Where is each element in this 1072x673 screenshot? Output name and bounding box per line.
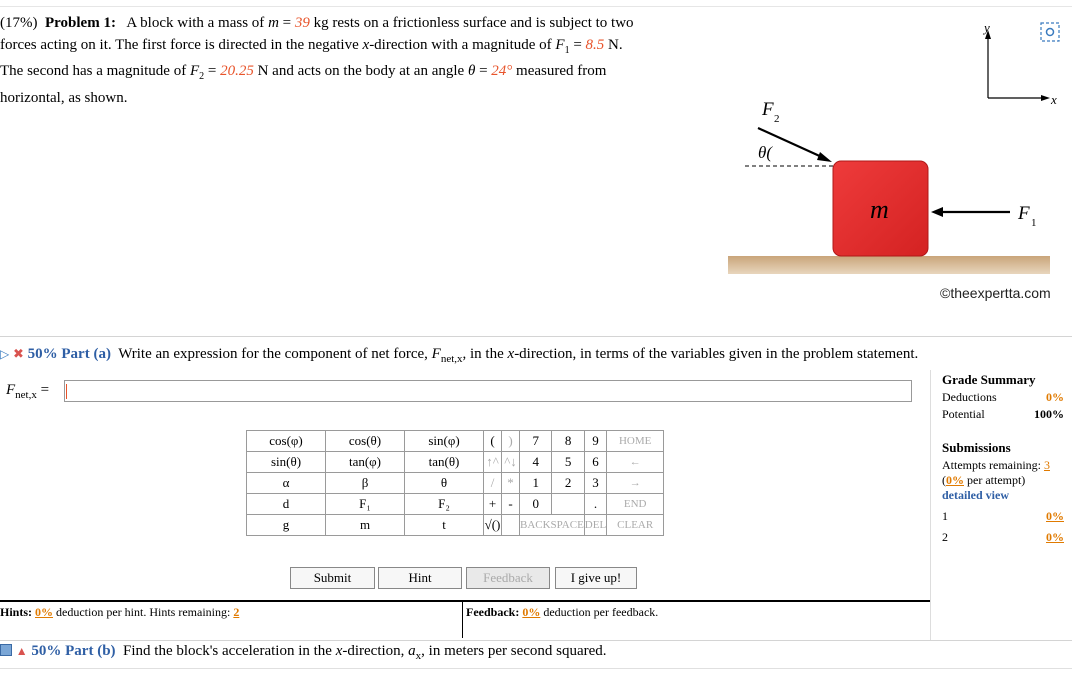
F2-subscript: 2 bbox=[774, 113, 780, 125]
hint-button[interactable]: Hint bbox=[378, 567, 462, 589]
key-operator[interactable]: + bbox=[484, 494, 502, 515]
submission-row: 2 0% bbox=[942, 530, 1064, 544]
keypad-row bbox=[247, 473, 664, 494]
ground-surface bbox=[728, 256, 1050, 274]
key-control[interactable]: ← bbox=[607, 452, 664, 473]
warning-icon: ▲ bbox=[15, 644, 28, 658]
F1-label: F bbox=[1018, 203, 1030, 224]
key-number[interactable] bbox=[552, 494, 584, 515]
theta-label: θ( bbox=[758, 143, 773, 162]
grade-summary: Grade Summary Deductions 0% Potential 100% Submissions Attempts remaining: 3 (0% per attempt) detailed view 1 0% 2 0% bbox=[942, 372, 1064, 544]
key-function[interactable]: t bbox=[405, 515, 484, 536]
part-a-divider bbox=[0, 336, 1072, 337]
key-number[interactable]: 5 bbox=[552, 452, 584, 473]
key-control[interactable]: → bbox=[607, 473, 664, 494]
key-function[interactable]: θ bbox=[405, 473, 484, 494]
key-function[interactable]: d bbox=[247, 494, 326, 515]
collapse-icon[interactable] bbox=[0, 644, 12, 656]
key-function[interactable]: tan(θ) bbox=[405, 452, 484, 473]
problem-statement: (17%) Problem 1: A block with a mass of m = 39 kg rests on a frictionless surface and is subject to two forces acting on it. The first force is directed in the negative x-direction with a magnitude of $F_1 = 8.5$ N. The second has a magnitude of $F_2 = 20.25$ N and acts on the body at an angle θ = 24° measured from horizontal, as shown. bbox=[0, 15, 634, 106]
key-operator[interactable]: - bbox=[502, 494, 520, 515]
keypad-row bbox=[247, 452, 664, 473]
physics-figure bbox=[720, 10, 1072, 310]
key-function[interactable]: m bbox=[326, 515, 405, 536]
del-key[interactable]: DEL bbox=[584, 515, 606, 536]
key-operator[interactable]: ↑^ bbox=[484, 452, 502, 473]
incorrect-x-icon: ✖ bbox=[12, 346, 24, 361]
key-operator[interactable]: ) bbox=[502, 431, 520, 452]
key-function[interactable]: F₁ bbox=[326, 494, 405, 515]
keypad-row bbox=[247, 515, 664, 536]
bottom-divider bbox=[0, 668, 1072, 669]
keypad-row bbox=[247, 431, 664, 452]
key-control[interactable]: END bbox=[607, 494, 664, 515]
expand-arrow-icon[interactable]: ▷ bbox=[0, 347, 10, 361]
zoom-icon[interactable] bbox=[1040, 22, 1060, 42]
hints-feedback-separator bbox=[462, 602, 463, 638]
symbol-keypad bbox=[246, 430, 664, 536]
text-caret bbox=[66, 384, 67, 399]
give-up-button[interactable]: I give up! bbox=[555, 567, 637, 589]
feedback-button[interactable]: Feedback bbox=[466, 567, 550, 589]
top-divider bbox=[0, 6, 1072, 7]
key-function[interactable]: sin(θ) bbox=[247, 452, 326, 473]
key-operator[interactable]: ^↓ bbox=[502, 452, 520, 473]
clear-key[interactable]: CLEAR bbox=[607, 515, 664, 536]
hints-info: Hints: 0% deduction per hint. Hints remaining: 2 bbox=[0, 605, 240, 619]
key-operator[interactable]: ( bbox=[484, 431, 502, 452]
key-control[interactable]: HOME bbox=[607, 431, 664, 452]
F2-label: F bbox=[762, 99, 774, 120]
mass-label: m bbox=[870, 195, 889, 224]
key-operator[interactable] bbox=[502, 515, 520, 536]
key-function[interactable]: α bbox=[247, 473, 326, 494]
part-b-divider bbox=[0, 640, 1072, 641]
key-number[interactable]: 2 bbox=[552, 473, 584, 494]
key-number[interactable]: 9 bbox=[584, 431, 606, 452]
submit-button[interactable]: Submit bbox=[290, 567, 375, 589]
grade-sidebar-border bbox=[930, 370, 931, 640]
key-number[interactable]: 1 bbox=[520, 473, 552, 494]
detailed-view-link[interactable]: detailed view bbox=[942, 488, 1009, 502]
key-operator[interactable]: * bbox=[502, 473, 520, 494]
key-function[interactable]: tan(φ) bbox=[326, 452, 405, 473]
key-function[interactable]: F₂ bbox=[405, 494, 484, 515]
key-number[interactable]: 4 bbox=[520, 452, 552, 473]
key-function[interactable]: g bbox=[247, 515, 326, 536]
feedback-info: Feedback: 0% deduction per feedback. bbox=[466, 605, 659, 619]
axis-y-label: y bbox=[984, 20, 990, 35]
key-operator[interactable]: √() bbox=[484, 515, 502, 536]
part-b-header[interactable]: ▲ 50% Part (b) Find the block's acceleration in the x-direction, $a_x$, in meters per second squared. bbox=[0, 643, 607, 662]
key-function[interactable]: cos(θ) bbox=[326, 431, 405, 452]
F1-subscript: 1 bbox=[1031, 217, 1037, 229]
answer-label: $F_{net,x}$ = bbox=[6, 382, 50, 401]
key-function[interactable]: β bbox=[326, 473, 405, 494]
key-number[interactable]: 7 bbox=[520, 431, 552, 452]
key-number[interactable]: 8 bbox=[552, 431, 584, 452]
key-number[interactable]: 6 bbox=[584, 452, 606, 473]
axis-x-label: x bbox=[1051, 92, 1057, 107]
credit-text: ©theexpertta.com bbox=[940, 285, 1051, 301]
key-number[interactable]: 0 bbox=[520, 494, 552, 515]
key-function[interactable]: cos(φ) bbox=[247, 431, 326, 452]
key-number[interactable]: 3 bbox=[584, 473, 606, 494]
keypad-row bbox=[247, 494, 664, 515]
key-number[interactable]: . bbox=[584, 494, 606, 515]
key-operator[interactable]: / bbox=[484, 473, 502, 494]
part-a-header: ▷ ✖ 50% Part (a) Write an expression for the component of net force, $F_{net,x}$, in the x-direction, in terms of the variables given in the problem statement. bbox=[0, 346, 919, 365]
submission-row: 1 0% bbox=[942, 509, 1064, 523]
answer-input[interactable] bbox=[64, 380, 912, 402]
key-function[interactable]: sin(φ) bbox=[405, 431, 484, 452]
hints-divider bbox=[0, 600, 930, 602]
backspace-key[interactable]: BACKSPACE bbox=[520, 515, 585, 536]
